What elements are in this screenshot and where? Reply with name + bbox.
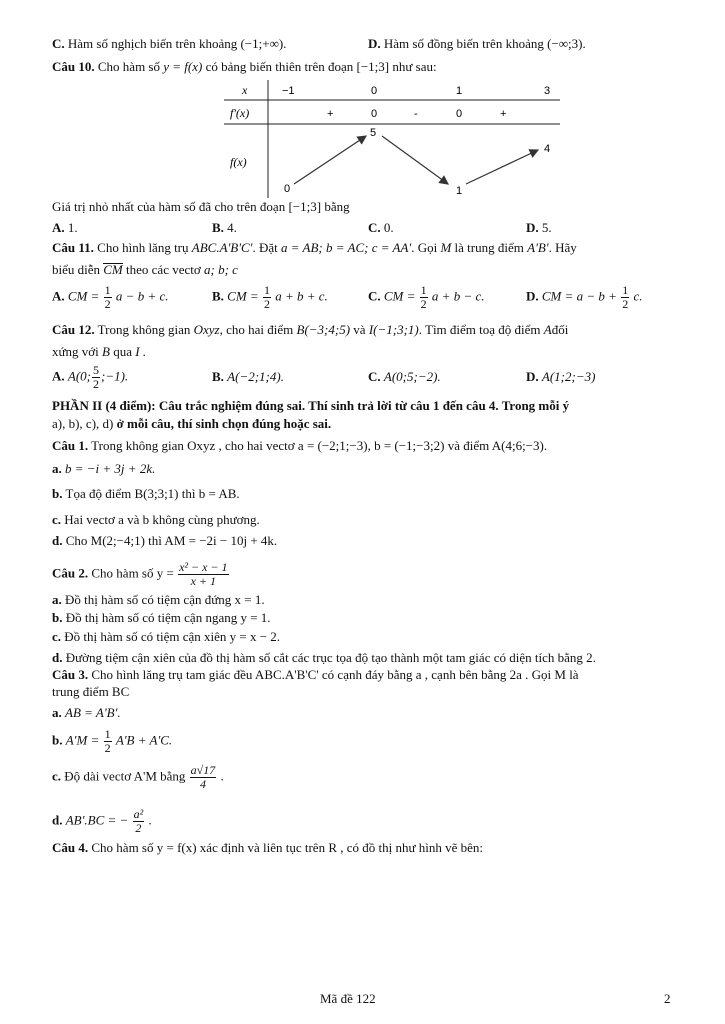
math-prism: ABC.A'B'C' <box>191 240 253 255</box>
stem-text: . Tìm điểm toạ độ điểm <box>418 322 541 337</box>
statement-label: c. <box>52 512 62 527</box>
option-label: A. <box>52 288 65 304</box>
option-label: C. <box>52 36 65 51</box>
statement-label: d. <box>52 812 63 828</box>
stem-text: biểu diễn <box>52 262 101 277</box>
math-segment: A'B' <box>527 240 549 255</box>
q10-option-d[interactable] <box>526 220 552 236</box>
p2-statement-c[interactable] <box>52 629 280 645</box>
math-point: M <box>440 240 452 255</box>
p1-statement-d[interactable] <box>52 533 277 549</box>
denominator: 2 <box>104 741 111 755</box>
option-label: A. <box>52 220 65 235</box>
f-value: 0 <box>284 183 291 195</box>
sign: 0 <box>456 108 463 120</box>
math-text: Độ dài vectơ A'M bằng <box>64 768 186 784</box>
p3-statement-a[interactable] <box>52 705 121 721</box>
option-text: 4. <box>227 220 237 235</box>
q10-stem <box>52 59 437 75</box>
option-text: A(1;2;−3) <box>541 369 596 384</box>
stem-text: và <box>353 322 366 337</box>
denominator: 2 <box>93 377 99 391</box>
p4-stem <box>52 840 483 856</box>
q11-stem <box>52 240 577 256</box>
fraction <box>104 728 112 755</box>
numerator: 1 <box>104 727 111 741</box>
statement-label: a. <box>52 705 62 720</box>
option-text: 0. <box>383 220 394 235</box>
math-rest: a + b + c. <box>275 288 328 304</box>
math-lhs: CM = <box>227 288 259 304</box>
p2-statement-d[interactable] <box>52 650 596 666</box>
sign: - <box>414 108 418 120</box>
question-label: Câu 4. <box>52 840 89 855</box>
sign: + <box>500 108 507 120</box>
numerator: a² <box>133 807 144 821</box>
fraction <box>621 284 629 311</box>
q10-question <box>52 199 350 215</box>
increase-arrow <box>294 136 366 184</box>
q12-option-b[interactable] <box>212 369 284 385</box>
option-text: Hàm số đồng biến trên khoảng (−∞;3). <box>383 36 586 51</box>
statement-label: d. <box>52 533 63 548</box>
option-label: D. <box>526 288 539 304</box>
q12-stem <box>52 322 568 338</box>
stem-text: Cho hình lăng trụ <box>97 240 189 255</box>
heading-text: ở mỗi câu, thí sinh chọn đúng hoặc sai. <box>116 416 332 431</box>
statement-text: Cho M(2;−4;1) thì AM = −2i − 10j + 4k. <box>65 533 278 548</box>
p1-stem <box>52 438 547 454</box>
q10-option-b[interactable] <box>212 220 237 236</box>
stem-text: qua <box>113 344 133 359</box>
numerator: 1 <box>104 283 111 297</box>
p3-statement-c[interactable] <box>52 764 224 791</box>
option-label: C. <box>368 220 381 235</box>
numerator: a√17 <box>190 763 216 777</box>
option-label: C. <box>368 369 381 384</box>
fraction <box>133 808 145 835</box>
math-rest: a + b − c. <box>431 288 485 304</box>
math-interval: [−1;3] <box>356 59 390 74</box>
denominator: 2 <box>263 297 270 311</box>
p2-statement-b[interactable] <box>52 610 271 626</box>
q11-option-d[interactable] <box>526 284 643 311</box>
math-rest: c. <box>633 288 643 304</box>
stem-text: có bảng biến thiên trên đoạn <box>205 59 354 74</box>
numerator: 1 <box>622 283 629 297</box>
x-value: 1 <box>456 85 463 97</box>
p2-statement-a[interactable] <box>52 592 265 608</box>
denominator: 2 <box>420 297 427 311</box>
f-value: 1 <box>456 185 463 197</box>
option-label: B. <box>212 369 224 384</box>
statement-label: b. <box>52 610 63 625</box>
numerator: 1 <box>263 283 270 297</box>
decrease-arrow <box>382 136 448 184</box>
stem-text: Cho hàm số y = <box>91 565 174 581</box>
denominator: 2 <box>135 821 142 835</box>
math-def: a = AB; b = AC; c = AA' <box>281 240 412 255</box>
option-text: 1. <box>67 220 78 235</box>
stem-text: . Gọi <box>411 240 438 255</box>
stem-text: Cho hàm số y = f(x) xác định và liên tục trên R , có đồ thị như hình vẽ bên: <box>91 840 484 855</box>
math-point: A <box>543 322 552 337</box>
option-text: Hàm số nghịch biến trên khoảng (−1;+∞). <box>67 36 287 51</box>
math-text: A'M = <box>65 732 100 748</box>
stem-text: xứng với <box>52 344 99 359</box>
exam-code: Mã đề 122 <box>320 991 376 1006</box>
p1-statement-a[interactable] <box>52 461 155 477</box>
math-vector: CM <box>103 262 123 277</box>
stem-text: Trong không gian Oxyz , cho hai vectơ a = (−2;1;−3), b = (−1;−3;2) và điểm A(4;6;−3). <box>91 438 548 453</box>
statement-label: a. <box>52 592 62 607</box>
statement-text: b = −i + 3j + 2k. <box>65 461 156 476</box>
statement-label: d. <box>52 650 63 665</box>
fraction <box>420 284 428 311</box>
stem-text: theo các vectơ <box>126 262 201 277</box>
sign: 0 <box>371 108 378 120</box>
math-text: . <box>148 812 152 828</box>
p3-statement-b[interactable] <box>52 728 172 755</box>
stem-text: bằng <box>324 199 350 214</box>
fraction <box>190 764 217 791</box>
math-func: y = f(x) <box>163 59 203 74</box>
stem-text: . Hãy <box>548 240 577 255</box>
q12-option-d[interactable] <box>526 369 595 385</box>
stem-text: là trung điểm <box>454 240 524 255</box>
p3-stem <box>52 667 579 683</box>
q11-stem-line2 <box>52 262 238 278</box>
math-lhs: CM = <box>383 288 416 304</box>
variation-table <box>224 80 564 198</box>
part2-heading: PHẦN II (4 điểm): Câu trắc nghiệm đúng sai. Thí sinh trả lời từ câu 1 đến câu 4. Trong mỗi ý <box>52 398 570 413</box>
numerator: x² − x − 1 <box>179 560 228 574</box>
denominator: 2 <box>622 297 629 311</box>
denominator: x + 1 <box>190 574 217 588</box>
option-text: 5. <box>541 220 552 235</box>
table-row-x: x <box>242 83 248 97</box>
q12-stem-line2 <box>52 344 146 360</box>
math-rest: a − b + c. <box>115 288 169 304</box>
f-value: 4 <box>544 143 551 155</box>
p1-statement-b[interactable] <box>52 486 240 502</box>
math-text: A'B + A'C. <box>115 732 173 748</box>
statement-label: b. <box>52 486 63 501</box>
statement-label: a. <box>52 461 62 476</box>
stem-text: Cho hàm số <box>97 59 160 74</box>
denominator: 2 <box>104 297 111 311</box>
numerator: 5 <box>93 363 99 377</box>
p3-statement-d[interactable] <box>52 808 152 835</box>
table-row-fprime: f'(x) <box>230 106 250 120</box>
option-label: D. <box>526 220 539 235</box>
question-label: Câu 1. <box>52 438 89 453</box>
question-label: Câu 3. <box>52 667 89 682</box>
x-value: 0 <box>371 85 378 97</box>
x-value: −1 <box>282 85 295 97</box>
option-label: D. <box>368 36 381 51</box>
question-label: Câu 10. <box>52 59 95 74</box>
math-interval: [−1;3] <box>288 199 322 214</box>
fraction <box>263 284 271 311</box>
option-label: D. <box>526 369 539 384</box>
math-lhs: CM = a − b + <box>541 288 617 304</box>
option-label: B. <box>212 288 224 304</box>
part2-heading-line2 <box>52 416 331 432</box>
q12-option-a[interactable] <box>52 364 128 391</box>
statement-text: Đồ thị hàm số có tiệm cận xiên y = x − 2. <box>64 629 281 644</box>
option-c-row <box>52 36 286 52</box>
sign: + <box>327 108 334 120</box>
stem-text: cho hai điểm <box>226 322 294 337</box>
increase-arrow <box>466 150 538 184</box>
stem-text: Trong không gian <box>97 322 191 337</box>
statement-text: Đồ thị hàm số có tiệm cận đứng x = 1. <box>65 592 265 607</box>
statement-text: Tọa độ điểm B(3;3;1) thì b = AB. <box>65 486 240 501</box>
statement-label: c. <box>52 629 62 644</box>
stem-text: đối <box>551 322 569 337</box>
p3-stem-line2: trung điểm BC <box>52 684 130 699</box>
math-text: ;−1). <box>101 368 129 384</box>
option-label: A. <box>52 368 65 384</box>
q11-option-b[interactable] <box>212 284 328 311</box>
math-text: . <box>220 768 224 784</box>
math-text: a), b), c), d) <box>52 416 114 431</box>
question-label: Câu 2. <box>52 565 89 581</box>
p2-stem <box>52 561 230 588</box>
math-lhs: CM = <box>67 288 100 304</box>
f-value: 5 <box>370 127 377 139</box>
stem-text: như sau: <box>392 59 437 74</box>
stem-text: Cho hình lăng trụ tam giác đều ABC.A'B'C' có cạnh đáy bằng a , cạnh bên bằng 2a . Gọi M là <box>91 667 579 682</box>
stem-text: Giá trị nhỏ nhất của hàm số đã cho trên đoạn <box>52 199 286 214</box>
math-vectors: a; b; c <box>203 262 238 277</box>
question-label: Câu 12. <box>52 322 95 337</box>
option-text: A(0;5;−2). <box>383 369 441 384</box>
fraction <box>92 364 100 391</box>
statement-text: Đường tiệm cận xiên của đồ thị hàm số cắt các trục tọa độ tạo thành một tam giác có diện tích bằng 2. <box>65 650 596 665</box>
math-text: A(0; <box>67 368 91 384</box>
option-label: C. <box>368 288 381 304</box>
q11-option-a[interactable] <box>52 284 169 311</box>
page-number: 2 <box>664 991 671 1006</box>
statement-text: Đồ thị hàm số có tiệm cận ngang y = 1. <box>65 610 271 625</box>
statement-label: b. <box>52 732 63 748</box>
option-text: A(−2;1;4). <box>227 369 284 384</box>
q10-option-a[interactable] <box>52 220 78 236</box>
statement-text: Hai vectơ a và b không cùng phương. <box>64 512 260 527</box>
table-row-f: f(x) <box>230 155 247 169</box>
fraction <box>104 284 112 311</box>
option-d-row <box>368 36 586 52</box>
fraction <box>178 561 228 588</box>
numerator: 1 <box>420 283 427 297</box>
denominator: 4 <box>199 777 206 791</box>
p1-statement-c[interactable] <box>52 512 260 528</box>
math-point: B <box>102 344 110 359</box>
stem-text: . Đặt <box>252 240 278 255</box>
math-text: AB'.BC = − <box>65 812 129 828</box>
math-point: I . <box>135 344 147 359</box>
statement-text: AB = A'B'. <box>65 705 121 720</box>
statement-label: c. <box>52 768 62 784</box>
q11-option-c[interactable] <box>368 284 485 311</box>
question-label: Câu 11. <box>52 240 94 255</box>
math-point: B(−3;4;5) <box>296 322 351 337</box>
x-value: 3 <box>544 85 551 97</box>
math-point: I(−1;3;1) <box>368 322 419 337</box>
q10-option-c[interactable] <box>368 220 394 236</box>
option-label: B. <box>212 220 224 235</box>
math-space: Oxyz, <box>193 322 223 337</box>
q12-option-c[interactable] <box>368 369 441 385</box>
